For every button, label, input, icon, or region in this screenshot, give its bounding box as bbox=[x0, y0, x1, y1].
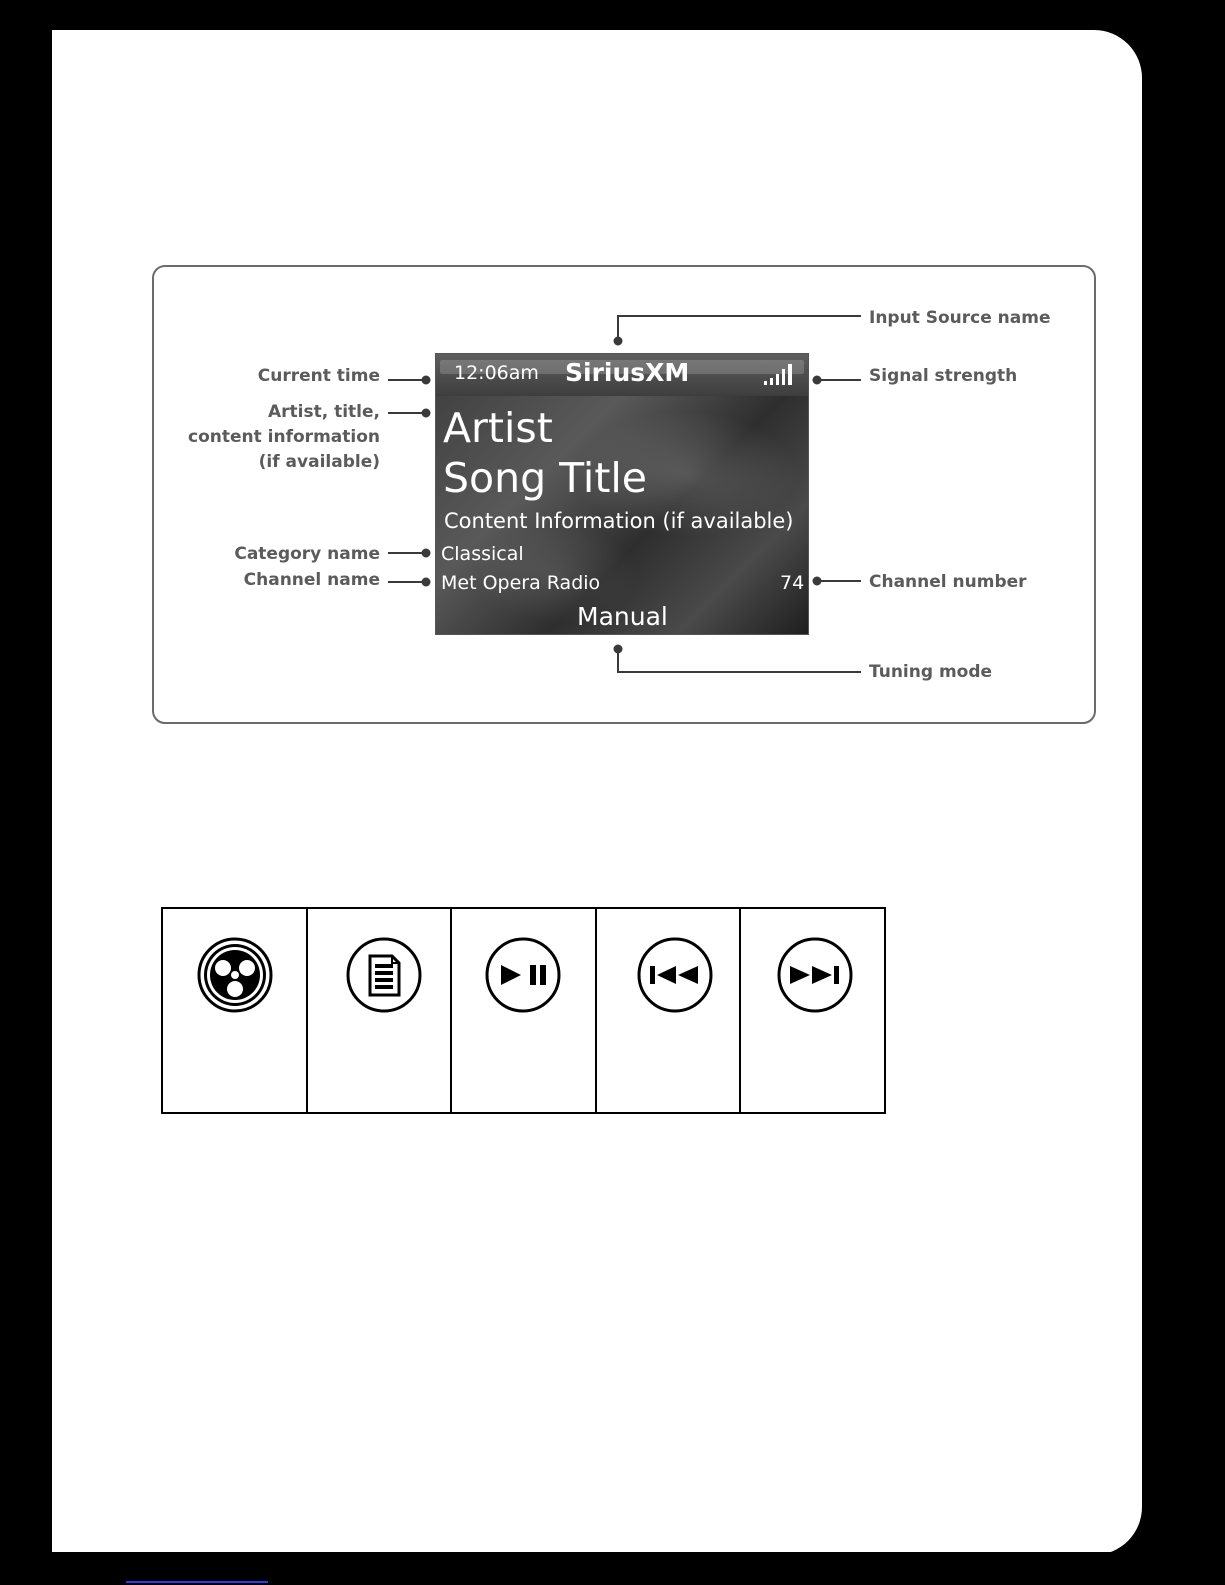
bottom-link-underline[interactable] bbox=[126, 1581, 268, 1583]
channel-name-text: Met Opera Radio bbox=[441, 572, 601, 594]
callout-artist-info-line3: (if available) bbox=[258, 452, 380, 472]
callout-artist-info-line2: content information bbox=[188, 427, 380, 447]
callout-category-name: Category name bbox=[234, 544, 380, 564]
button-cell-knob bbox=[162, 908, 307, 1113]
callout-channel-name: Channel name bbox=[243, 570, 380, 590]
play-pause-icon[interactable] bbox=[485, 935, 561, 1015]
callout-tuning-mode: Tuning mode bbox=[869, 662, 993, 682]
content-info-text: Content Information (if available) bbox=[444, 509, 794, 533]
current-time-text: 12:06am bbox=[454, 362, 539, 384]
document-info-icon[interactable] bbox=[346, 935, 422, 1015]
button-table bbox=[161, 907, 886, 1114]
radio-display-screen bbox=[435, 353, 809, 635]
multi-function-knob-icon[interactable] bbox=[197, 935, 273, 1015]
button-cell-skip-back bbox=[596, 908, 741, 1113]
input-source-text: SiriusXM bbox=[565, 358, 690, 387]
skip-forward-icon[interactable] bbox=[777, 935, 853, 1015]
button-cell-info bbox=[307, 908, 452, 1113]
channel-number-text: 74 bbox=[780, 572, 805, 594]
artist-text: Artist bbox=[443, 404, 553, 452]
callout-artist-info bbox=[150, 400, 380, 475]
callout-signal-strength: Signal strength bbox=[869, 366, 1018, 386]
song-title-text: Song Title bbox=[443, 454, 648, 502]
manual-page bbox=[52, 30, 1142, 1555]
skip-back-icon[interactable] bbox=[637, 935, 713, 1015]
signal-strength-icon bbox=[762, 363, 794, 385]
callout-channel-number: Channel number bbox=[869, 572, 1027, 592]
callout-input-source: Input Source name bbox=[869, 308, 1051, 328]
button-cell-skip-forward bbox=[740, 908, 885, 1113]
tuning-mode-text: Manual bbox=[577, 602, 668, 631]
button-cell-play-pause bbox=[451, 908, 596, 1113]
callout-current-time: Current time bbox=[257, 366, 380, 386]
callout-artist-info-line1: Artist, title, bbox=[267, 402, 380, 422]
category-text: Classical bbox=[441, 543, 524, 565]
